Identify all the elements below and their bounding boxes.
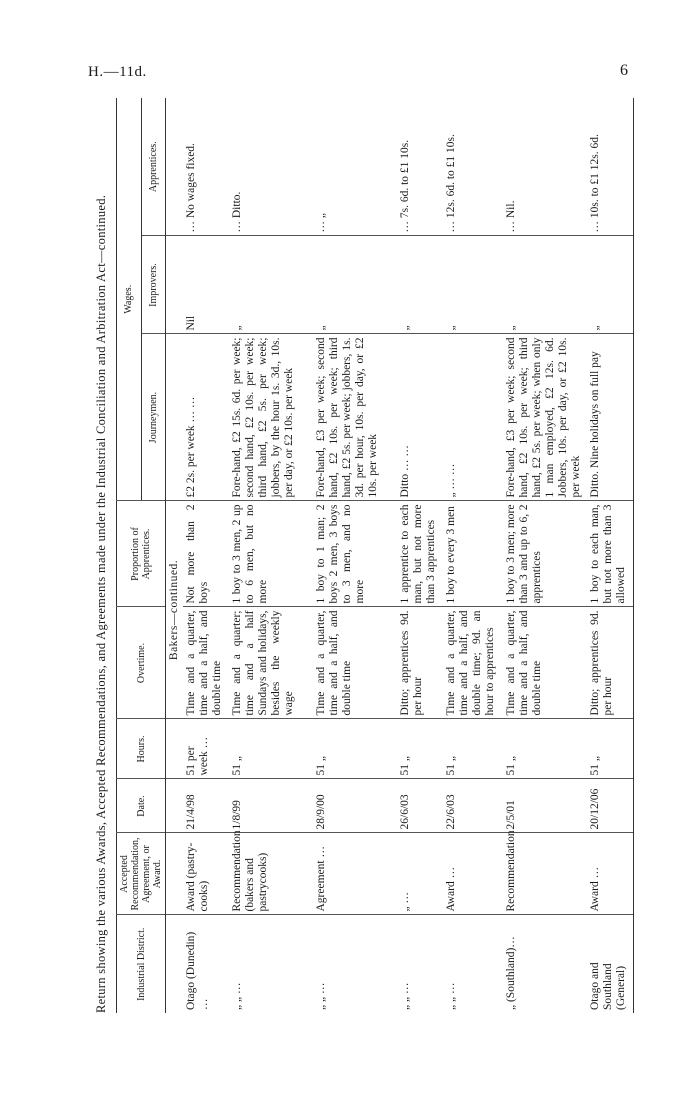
cell-journeymen: Ditto. Nine holidays on full pay	[587, 334, 633, 501]
table-row	[503, 98, 587, 1013]
cell-apprentices: … 12s. 6d. to £1 10s.	[445, 134, 457, 233]
cell-overtime: Time and a quarter, time and a half, and double time; 9d. an hour to apprentices	[443, 607, 503, 719]
page-header-reference: H.—11d.	[88, 64, 147, 80]
table-row	[587, 98, 633, 1013]
cell-overtime: Time and a quarter, time and a half, and double time	[503, 607, 587, 719]
cell-overtime: Ditto; apprentices 9d. per hour	[587, 607, 633, 719]
table-row	[229, 98, 313, 1013]
cell-improvers: „	[443, 236, 503, 334]
cell-proportion: 1 boy to each man, but not more than 3 allowed	[587, 501, 633, 607]
cell-journeymen: Fore-hand, £3 per week; second hand, £2 10s. per week; third hand, £2 5s. per week; jobbers, 1s. 3d. per hour, 10s. per day, or £2 10s. per week	[313, 334, 397, 501]
col-header-proportion: Proportion of Apprentices.	[117, 501, 166, 607]
cell-date: 1/8/99	[229, 779, 313, 833]
cell-apprentices: … Nil.	[505, 200, 517, 233]
cell-type: Recommendation	[503, 833, 587, 915]
cell-hours: 51 per week …	[183, 719, 229, 779]
cell-district: „ „ …	[313, 915, 397, 1013]
cell-proportion: 1 boy to 3 men, 2 up to 6 men, but no more	[229, 501, 313, 607]
cell-improvers: Nil	[183, 236, 229, 334]
cell-proportion: 1 apprentice to each man, but not more than 3 apprentices	[397, 501, 443, 607]
cell-district: „ „ …	[443, 915, 503, 1013]
cell-type: Award (pastry-cooks)	[183, 833, 229, 915]
cell-type: Agreement …	[313, 833, 397, 915]
cell-journeymen: Fore-hand, £2 15s. 6d. per week; second hand, £2 10s. per week; third hand, £2 5s. per week; jobbers, by the hour 1s. 3d., 10s. per day, or £2 10s. per week	[229, 334, 313, 501]
col-header-type: Accepted Recommendation, Agreement, or Award.	[117, 833, 166, 915]
col-header-wages: Wages.	[117, 98, 142, 501]
col-header-overtime: Overtime.	[117, 607, 166, 719]
cell-journeymen: Ditto … …	[397, 334, 443, 501]
table-row	[443, 98, 503, 1013]
cell-overtime: Time and a quarter, time and a half, and double time	[313, 607, 397, 719]
page-number: 6	[620, 62, 628, 79]
cell-journeymen: £2 2s. per week … …	[183, 334, 229, 501]
cell-apprentices: … 7s. 6d. to £1 10s.	[399, 139, 411, 233]
cell-improvers: „	[587, 236, 633, 334]
cell-hours: 51 „	[587, 719, 633, 779]
cell-type: Recommendation (bakers and pastrycooks)	[229, 833, 313, 915]
cell-date: 26/6/03	[397, 779, 443, 833]
cell-overtime: Time and a quarter; time and a half Sundays and holidays, besides the weekly wage	[229, 607, 313, 719]
table-row	[397, 98, 443, 1013]
cell-improvers: „	[397, 236, 443, 334]
cell-improvers: „	[313, 236, 397, 334]
cell-proportion: Not more than 2 boys	[183, 501, 229, 607]
cell-apprentices: … „	[315, 213, 327, 233]
cell-improvers: „	[229, 236, 313, 334]
col-header-district: Industrial District.	[117, 915, 166, 1013]
cell-district: Otago and Southland (General)	[587, 915, 633, 1013]
cell-journeymen: „ … …	[443, 334, 503, 501]
cell-apprentices: … No wages fixed.	[185, 143, 197, 233]
cell-date: 22/6/03	[443, 779, 503, 833]
rotated-table-block	[94, 98, 627, 1013]
cell-date: 20/12/06	[587, 779, 633, 833]
cell-hours: 51 „	[229, 719, 313, 779]
table-row	[183, 98, 229, 1013]
cell-type: Award …	[443, 833, 503, 915]
cell-improvers: „	[503, 236, 587, 334]
col-header-apprentices: Apprentices.	[141, 98, 166, 236]
cell-overtime: Ditto; apprentices 9d. per hour	[397, 607, 443, 719]
cell-apprentices: … Ditto.	[231, 191, 243, 233]
col-header-improvers: Improvers.	[141, 236, 166, 334]
cell-date: 28/9/00	[313, 779, 397, 833]
col-header-journeymen: Journeymen.	[141, 334, 166, 501]
cell-hours: 51 „	[313, 719, 397, 779]
cell-proportion: 1 boy to 3 men; more than 3 and up to 6, 2 apprentices	[503, 501, 587, 607]
cell-journeymen: Fore-hand, £3 per week; second hand, £2 10s. per week; third hand, £2 5s. per week; when only 1 man employed, £2 12s. 6d. Jobbers, 10s. per day, or £2 10s. per week	[503, 334, 587, 501]
cell-proportion: 1 boy to 1 man; 2 boys 2 men, 3 boys to 3 men, and no more	[313, 501, 397, 607]
cell-type: Award …	[587, 833, 633, 915]
cell-type: „ …	[397, 833, 443, 915]
cell-apprentices: … 10s. to £1 12s. 6d.	[587, 98, 633, 236]
section-heading: Bakers—continued.	[166, 501, 184, 719]
col-header-hours: Hours.	[117, 719, 166, 779]
awards-table	[116, 98, 634, 1013]
table-caption: Return showing the various Awards, Accepted Recommendations, and Agreements made under the Industrial Conciliation and Arbitration Act—continued.	[94, 194, 108, 1013]
cell-date: 2/5/01	[503, 779, 587, 833]
cell-proportion: 1 boy to every 3 men	[443, 501, 503, 607]
table-row	[313, 98, 397, 1013]
cell-hours: 51 „	[443, 719, 503, 779]
cell-date: 21/4/98	[183, 779, 229, 833]
col-header-date: Date.	[117, 779, 166, 833]
cell-district: „ (Southland)…	[503, 915, 587, 1013]
cell-hours: 51 „	[397, 719, 443, 779]
cell-hours: 51 „	[503, 719, 587, 779]
cell-district: Otago (Dunedin) …	[183, 915, 229, 1013]
cell-overtime: Time and a quarter, time and a half, and double time	[183, 607, 229, 719]
cell-district: „ „ …	[397, 915, 443, 1013]
cell-district: „ „ …	[229, 915, 313, 1013]
